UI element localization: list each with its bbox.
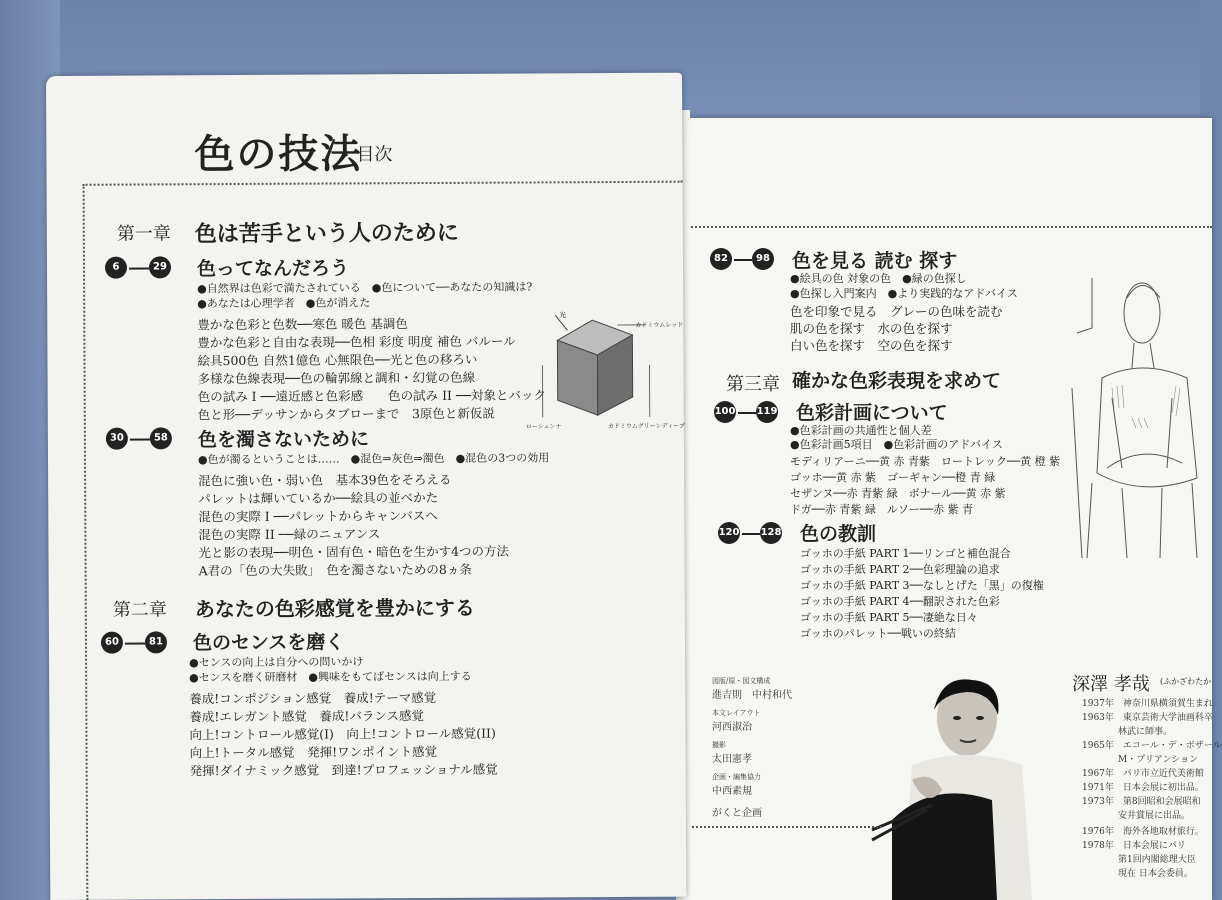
cube-label-top: カドミウムレッド: [635, 321, 684, 329]
bio-line: 1965年 エコール・デ・ボザール: [1082, 741, 1222, 751]
section-bullet: ●色探し入門案内 ●より実践的なアドバイス: [790, 287, 1018, 300]
section-line: 養成!エレガント感覚 養成!バランス感覚: [189, 708, 425, 725]
bio-line: 第1回内閣総理大臣: [1082, 855, 1196, 865]
section-line: 白い色を探す 空の色を探す: [790, 338, 953, 353]
section-bullet: ●センスの向上は自分への問いかけ: [189, 655, 364, 670]
bio-line: 1967年 パリ市立近代美術館: [1082, 769, 1204, 779]
section-bullet: ●色彩計画5項目 ●色彩計画のアドバイス: [790, 438, 1003, 451]
chapter-label: 第三章: [726, 374, 780, 395]
section-line: ゴッホ──黄 赤 紫 ゴーギャン──橙 青 緑: [790, 471, 996, 484]
page-badge-start: 120: [718, 522, 740, 544]
section-line: 絵具500色 自然1億色 心無限色──光と色の移ろい: [197, 351, 478, 369]
cube-label-left: ローシェンナ: [525, 423, 562, 431]
credit-name: 河西淑治: [712, 722, 752, 733]
bio-line: 1978年 日本会展にパリ: [1082, 841, 1186, 851]
dotted-rule-top: [83, 181, 683, 186]
section-line: ドガ──赤 青紫 緑 ルソー──赤 紫 青: [790, 503, 974, 516]
page-badge-start: 60: [101, 632, 123, 654]
page-badge-end: 128: [760, 522, 782, 544]
page-badge-end: 81: [145, 631, 167, 653]
page-range-dash: [742, 533, 760, 535]
bio-line: 1971年 日本会展に初出品。: [1082, 783, 1204, 793]
section-title: 色彩計画について: [796, 402, 948, 424]
section-title: 色ってなんだろう: [196, 257, 350, 281]
section-line: 混色の実際 I ──パレットからキャンバスへ: [198, 507, 438, 525]
author-reading: (ふかざわたか: [1160, 677, 1212, 686]
page-badge-start: 82: [710, 248, 732, 270]
bio-line: 現在 日本会委員。: [1082, 869, 1193, 879]
page-range-dash: [734, 259, 752, 261]
page-badge-end: 29: [149, 256, 171, 278]
chapter-title: 色は苦手という人のために: [194, 219, 459, 248]
section-line: 養成!コンポジション感覚 養成!テーマ感覚: [189, 689, 437, 707]
bio-line: 1963年 東京芸術大学油画科卒: [1082, 713, 1213, 723]
page-range-dash: [129, 267, 149, 269]
cube-label-right: カドミウムグリーンディープ: [607, 422, 685, 431]
bio-line: 林武に師事。: [1082, 727, 1173, 737]
section-line: 向上!コントロール感覚(I) 向上!コントロール感覚(II): [189, 725, 496, 743]
chapter-label: 第二章: [112, 599, 167, 621]
author-photo: [872, 670, 1042, 900]
section-bullet: ●センスを磨く研磨材 ●興味をもてばセンスは向上する: [189, 669, 472, 685]
book-subtitle: 目次: [356, 144, 393, 166]
section-line: 混色に強い色・弱い色 基本39色をそろえる: [198, 471, 452, 489]
credit-name: 中西素規: [712, 786, 752, 797]
section-bullet: ●色彩計画の共通性と個人差: [790, 424, 932, 437]
section-line: ゴッホの手紙 PART 3──なしとげた「黒」の復権: [800, 579, 1044, 592]
section-line: ゴッホのパレット──戦いの終結: [800, 627, 956, 640]
section-bullet: ●色が濁るということは…… ●混色⇒灰色⇒濁色 ●混色の3つの効用: [197, 451, 550, 467]
section-title: 色の教訓: [800, 523, 877, 545]
section-line: ゴッホの手紙 PART 5──凄絶な日々: [800, 611, 978, 624]
dotted-rule: [672, 226, 1212, 228]
dotted-rule-bottom: [672, 826, 882, 828]
bio-line: 1976年 海外各地取材旅行。: [1082, 827, 1204, 837]
credit-role: 本文レイアウト: [712, 709, 761, 717]
credit-role: 企画・編集協力: [712, 773, 761, 781]
chapter-label: 第一章: [116, 223, 171, 245]
section-line: パレットは輝いているか──絵具の並べかた: [198, 489, 439, 507]
section-bullet: ●絵具の色 対象の色 ●緑の色探し: [790, 272, 967, 285]
page-badge-end: 119: [756, 401, 778, 423]
book-title: 色の技法: [194, 130, 363, 179]
credit-role: 撮影: [712, 741, 726, 749]
section-line: ゴッホの手紙 PART 1──リンゴと補色混合: [800, 547, 1011, 560]
section-line: 色を印象で見る グレーの色味を読む: [790, 304, 1003, 319]
section-title: 色を濁さないために: [197, 428, 369, 452]
section-line: モディリアーニ──黄 赤 青紫 ロートレック──黄 橙 紫: [790, 455, 1061, 468]
right-page: [682, 118, 1222, 900]
bio-line: 1937年 神奈川県横須賀生まれ: [1082, 699, 1213, 709]
chapter-title: 確かな色彩表現を求めて: [792, 370, 1002, 392]
section-line: 発揮!ダイナミック感覚 到達!プロフェッショナル感覚: [189, 761, 498, 779]
bio-line: 安井賞展に出品。: [1082, 811, 1191, 821]
page-badge-start: 100: [714, 401, 736, 423]
section-line: 混色の実際 II ──緑のニュアンス: [198, 526, 381, 543]
section-line: 色の試み I ──遠近感と色彩感 色の試み II ──対象とバック: [197, 387, 547, 405]
credit-name: がくと企画: [712, 808, 762, 819]
page-badge-end: 98: [752, 248, 774, 270]
left-page: [46, 73, 686, 900]
credit-role: 図版/原・図文構成: [712, 677, 771, 685]
bio-line: M・ブリアンション: [1082, 755, 1199, 765]
page-range-dash: [738, 412, 756, 414]
section-bullet: ●自然界は色彩で満たされている ●色について──あなたの知識は?: [197, 280, 533, 296]
bio-line: 1973年 第8回昭和会展昭和: [1082, 797, 1201, 807]
page-badge-start: 6: [105, 257, 127, 279]
section-line: 豊かな色彩と色数──寒色 暖色 基調色: [197, 316, 408, 333]
author-name: 深澤 孝哉: [1072, 674, 1150, 695]
cube-label-light: 光: [559, 311, 567, 320]
credit-name: 太田憲孝: [712, 754, 752, 765]
section-line: 肌の色を探す 水の色を探す: [790, 321, 953, 336]
portrait-sketch: [1072, 268, 1212, 558]
section-title: 色のセンスを磨く: [192, 631, 345, 655]
section-line: セザンヌ──赤 青紫 緑 ボナール──黄 赤 紫: [790, 487, 1006, 500]
section-line: 向上!トータル感覚 発揮!ワンポイント感覚: [189, 743, 438, 761]
section-line: 光と影の表現──明色・固有色・暗色を生かす4つの方法: [198, 543, 510, 561]
section-line: ゴッホの手紙 PART 4──翻訳された色彩: [800, 595, 1000, 608]
section-line: 色と形──デッサンからタブローまで 3原色と新仮説: [197, 405, 495, 423]
section-bullet: ●あなたは心理学者 ●色が消えた: [197, 296, 371, 311]
section-line: A君の「色の大失敗」 色を濁さないための8ヵ条: [198, 561, 472, 579]
chapter-title: あなたの色彩感覚を豊かにする: [194, 595, 475, 622]
dotted-rule-left: [83, 184, 89, 900]
page-range-dash: [125, 642, 145, 644]
credit-name: 進吉則 中村和代: [712, 690, 792, 701]
section-title: 色を見る 読む 探す: [792, 250, 958, 272]
section-line: 豊かな色彩と自由な表現──色相 彩度 明度 補色 バルール: [197, 333, 516, 351]
section-line: 多様な色線表現──色の輪郭線と調和・幻覚の色線: [197, 369, 476, 387]
page-badge-start: 30: [106, 428, 128, 450]
page-range-dash: [130, 438, 150, 440]
page-badge-end: 58: [150, 427, 172, 449]
section-line: ゴッホの手紙 PART 2──色彩理論の追求: [800, 563, 1000, 576]
